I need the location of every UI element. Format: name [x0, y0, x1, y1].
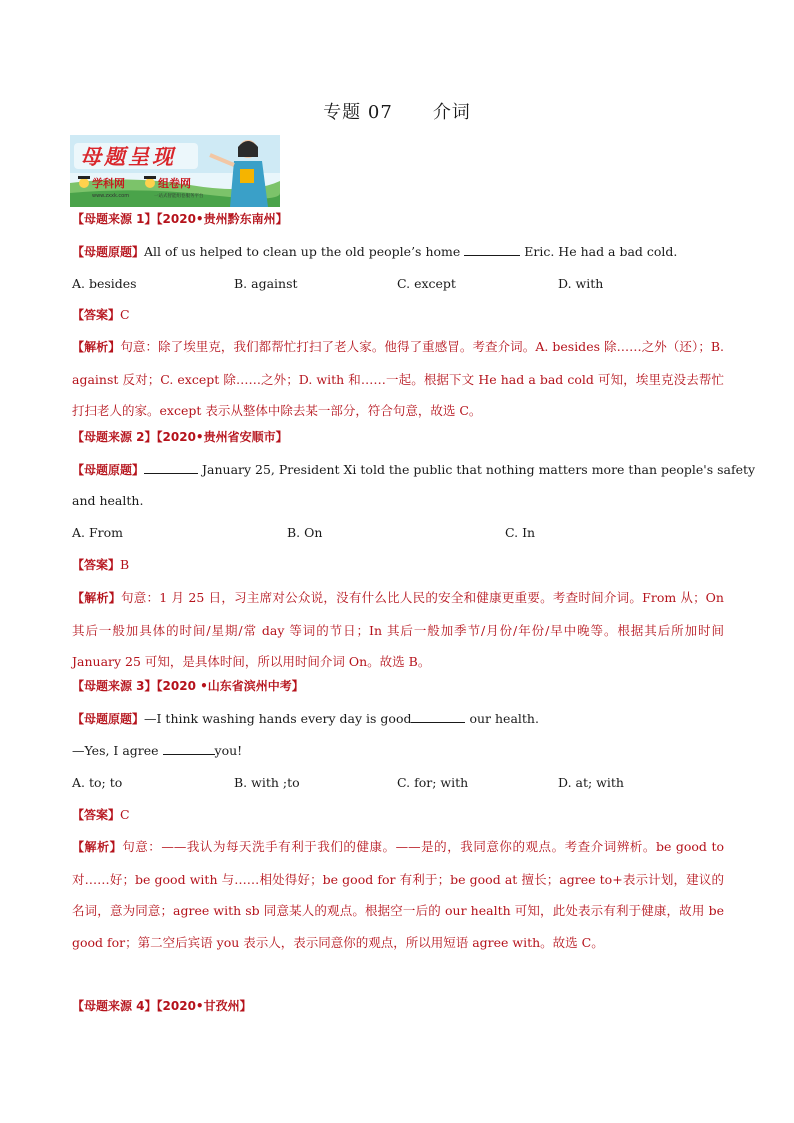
q3-question-post: our health. [469, 711, 539, 726]
q4-source [72, 996, 732, 1016]
q3-blank-2 [163, 741, 215, 755]
q1-question [72, 242, 732, 262]
q1-blank [464, 242, 520, 256]
q1-answer [72, 305, 732, 325]
q1-analysis [72, 331, 724, 427]
q2-answer-value: B [120, 557, 130, 572]
title-suffix: 介词 [432, 102, 471, 123]
q2-source-text: 【2020•贵州省安顺市】 [156, 430, 288, 444]
q1-question-post: Eric. He had a bad cold. [524, 244, 678, 259]
q3-analysis-tag: 【解析】 [72, 840, 123, 854]
q1-analysis-tag: 【解析】 [72, 340, 121, 354]
q1-source-tag: 【母题来源 1】 [72, 212, 157, 226]
q1-option-c: C. except [397, 276, 456, 291]
q2-answer-tag: 【答案】 [72, 558, 121, 572]
q1-option-a: A. besides [72, 276, 137, 291]
q3-question-tag: 【母题原题】 [72, 712, 145, 726]
q2-question [72, 460, 756, 480]
q4-source-text: 【2020•甘孜州】 [156, 999, 252, 1013]
q2-question-line1: January 25, President Xi told the public that nothing matters more than people's safety [202, 462, 756, 477]
q3-source [72, 676, 732, 696]
q3-source-tag: 【母题来源 3】 [72, 679, 157, 693]
q3-answer-tag: 【答案】 [72, 808, 121, 822]
q2-source-tag: 【母题来源 2】 [72, 430, 157, 444]
q1-source-text: 【2020•贵州黔东南州】 [156, 212, 288, 226]
banner-logo2-sub: 一站式智能组卷服务平台 [154, 194, 204, 199]
q3-blank-1 [411, 709, 465, 723]
q2-blank [144, 460, 198, 474]
q1-answer-tag: 【答案】 [72, 308, 121, 322]
q2-answer [72, 555, 732, 575]
banner-logo2: 组卷网 [158, 177, 191, 190]
q2-source [72, 427, 732, 447]
q2-analysis-tag: 【解析】 [72, 591, 122, 605]
q3-analysis-text: 句意：——我认为每天洗手有利于我们的健康。——是的，我同意你的观点。考查介词辨析。be good to 对……好；be good with 与……相处得好；be good for 有利于；be good at 擅长；agree to+表示计划，建议的名词，意为同意；agree with sb 同意某人的观点。根据空一后的 our health 可知，此处表示有利于健康，故用 be good for；第二空后宾语 you 表示人，表示同意你的观点，所以用短语 agree with。故选 C。 [72, 839, 724, 950]
q3-answer [72, 805, 732, 825]
q3-option-b: B. with ;to [234, 775, 300, 790]
q2-analysis [72, 582, 724, 678]
q3-option-c: C. for; with [397, 775, 469, 790]
q2-option-b: B. On [287, 525, 323, 540]
q2-question-tag: 【母题原题】 [72, 463, 145, 477]
title-prefix: 专题 07 [323, 102, 393, 123]
banner-logo1: 学科网 [92, 177, 125, 190]
q3-question-line2 [72, 741, 732, 761]
q3-line2-pre: —Yes, I agree [72, 743, 159, 758]
q3-answer-value: C [120, 807, 130, 822]
banner-image [70, 135, 280, 207]
q1-source [72, 209, 732, 229]
q2-question-cont: and health. [72, 493, 144, 508]
q3-option-d: D. at; with [558, 775, 624, 790]
q3-analysis [72, 831, 724, 958]
q1-option-d: D. with [558, 276, 604, 291]
q2-option-a: A. From [72, 525, 124, 540]
q3-question [72, 709, 732, 729]
banner-title: 母题呈现 [80, 145, 176, 169]
banner-logo1-sub: www.zxxk.com [92, 193, 130, 199]
q3-source-text: 【2020 •山东省滨州中考】 [156, 679, 304, 693]
q1-answer-value: C [120, 307, 130, 322]
q2-analysis-text: 句意：1 月 25 日，习主席对公众说，没有什么比人民的安全和健康更重要。考查时间介词。From 从；On 其后一般加具体的时间/星期/常 day 等词的节日；In 其后一般加季节/月份/年份/早中晚等。根据其后所加时间 January 25 可知，是具体时间，所以用时间介词 On。故选 B。 [72, 590, 724, 669]
q1-analysis-text: 句意：除了埃里克，我们都帮忙打扫了老人家。他得了重感冒。考查介词。A. besides 除……之外（还）；B. against 反对；C. except 除……之外；D. with 和……一起。根据下文 He had a bad cold 可知，埃里克没去帮忙打扫老人的家。except 表示从整体中除去某一部分，符合句意，故选 C。 [72, 339, 724, 418]
q1-option-b: B. against [234, 276, 298, 291]
q3-option-a: A. to; to [72, 775, 123, 790]
q3-line2-post: you! [214, 743, 243, 758]
q1-question-tag: 【母题原题】 [72, 245, 145, 259]
q3-question-pre: —I think washing hands every day is good [144, 711, 412, 726]
page-title [0, 98, 794, 124]
q2-option-c: C. In [505, 525, 536, 540]
q4-source-tag: 【母题来源 4】 [72, 999, 157, 1013]
q1-question-pre: All of us helped to clean up the old people’s home [144, 244, 461, 259]
